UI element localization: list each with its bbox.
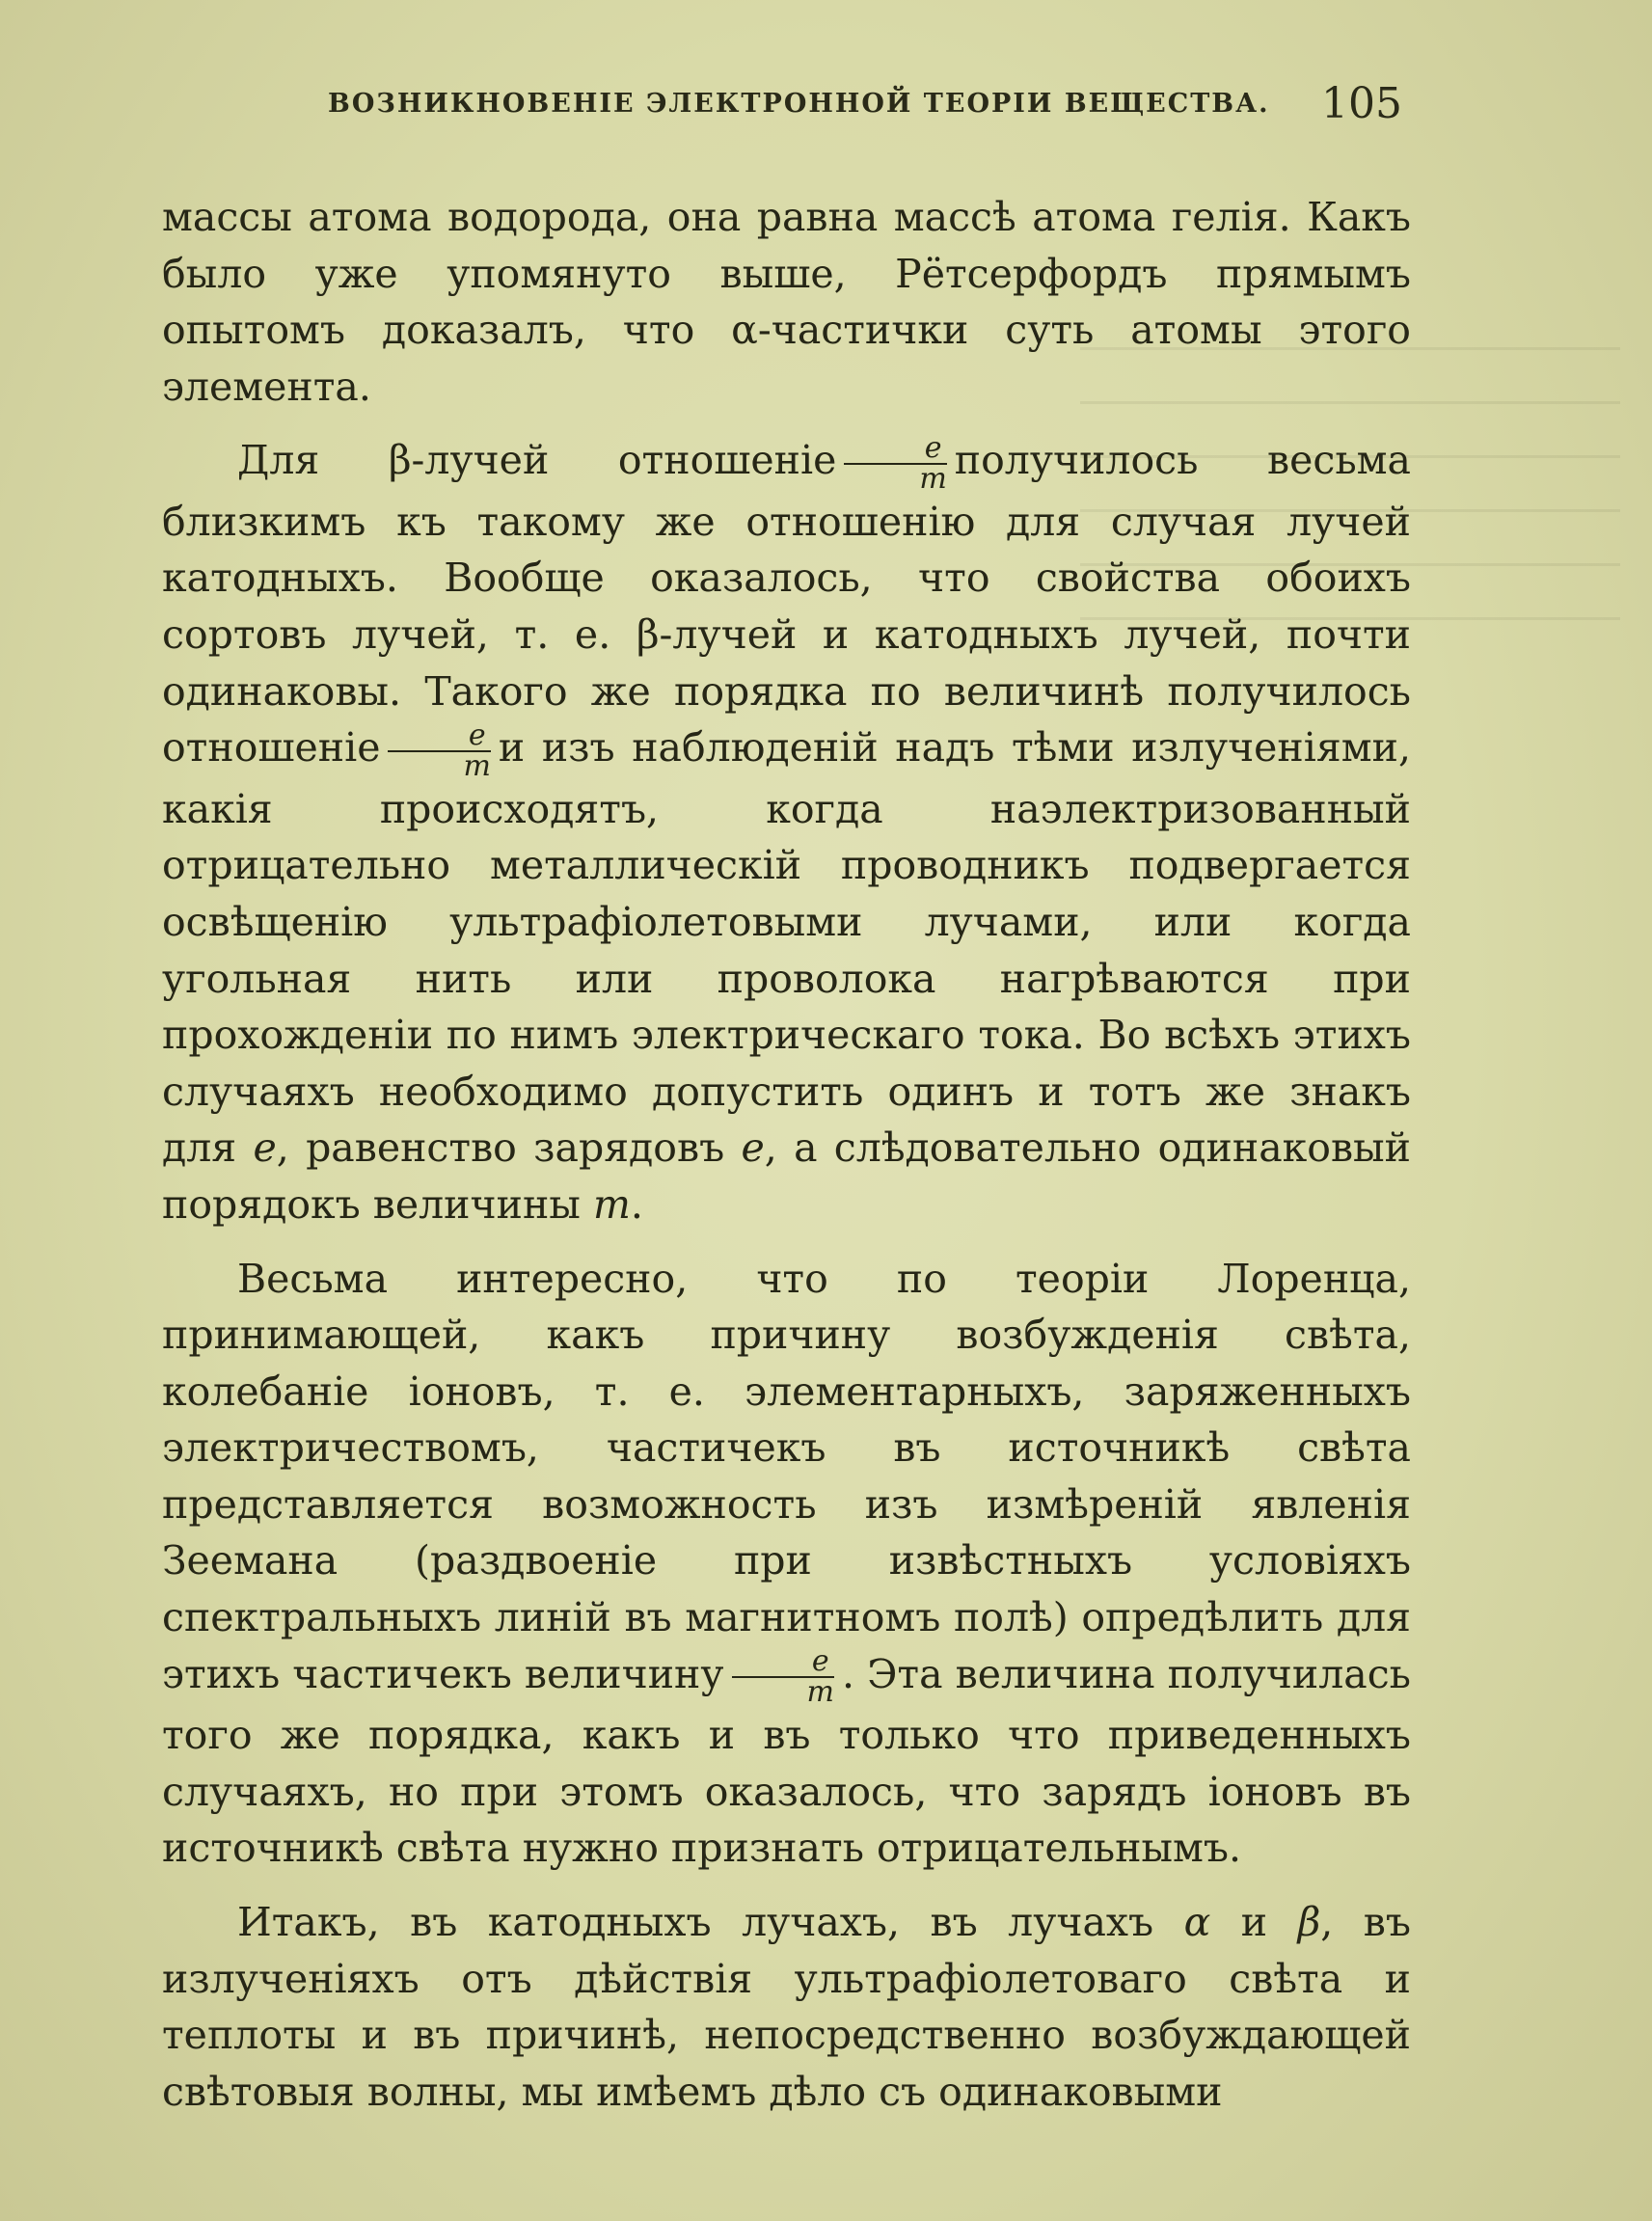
paragraph-2 [162,432,1411,1232]
paragraph-2-part-a: Для β-лучей отношеніе [237,437,837,484]
paragraph-2-part-d: , равенство зарядовъ [276,1124,725,1172]
fraction-numerator: e [388,721,490,752]
symbol-e: e [253,1124,277,1172]
symbol-alpha: α [1183,1898,1211,1945]
fraction-denominator: m [463,748,491,783]
paragraph-3-part-a: Весьма интересно, что по теоріи Лоренца, принимающей, какъ причину возбужденія свѣта, колебаніе іоновъ, т. е. элементарныхъ, заряженныхъ электричествомъ, частичекъ въ источникѣ свѣта представляется возможность изъ измѣреній явленія Зеемана (раздвоеніе при извѣстныхъ условіяхъ спектральныхъ линій въ магнитномъ полѣ) опредѣлить для этихъ частичекъ величину [162,1255,1411,1697]
paragraph-2-part-f: , а слѣдовательно одинаковый порядокъ величины [162,1124,1411,1228]
fraction-denominator: m [806,1675,834,1710]
symbol-beta: β [1297,1898,1321,1945]
fraction-e-over-m [388,718,491,783]
paragraph-4-part-c: , въ излученіяхъ отъ дѣйствія ультрафіолетоваго свѣта и теплоты и въ причинѣ, непосредственно возбуждающей свѣтовыя волны, мы имѣемъ дѣло съ одинаковыми [162,1898,1411,2115]
paragraph-4 [162,1894,1411,2120]
body-text [162,189,1411,2137]
paragraph-2-part-g: . [630,1180,643,1228]
page-number: 105 [1321,79,1402,128]
paragraph-2-part-c: и изъ наблюденій надъ тѣми излученіями, какія происходятъ, когда наэлектризованный отрицательно металлическій проводникъ подвергается освѣщенію ультрафіолетовыми лучами, или когда угольная нить или проволока нагрѣваются при прохожденіи по нимъ электрическаго тока. Во всѣхъ этихъ случаяхъ необходимо допустить одинъ и тотъ же знакъ для [162,724,1411,1172]
paragraph-3 [162,1251,1411,1877]
fraction-denominator: m [919,461,947,496]
paragraph-3-part-b: . Эта величина получилась того же порядка, какъ и въ только что приведенныхъ случаяхъ, но при этомъ оказалось, что зарядъ іоновъ въ источникѣ свѣта нужно признать отрицательнымъ. [162,1650,1411,1872]
page-header [328,79,1401,137]
paragraph-2-part-b: получилось весьма близкимъ къ такому же отношенію для случая лучей катодныхъ. Вообще оказалось, что свойства обоихъ сортовъ лучей, т. е. β-лучей и катодныхъ лучей, почти одинаковы. Такого же порядка по величинѣ получилось отношеніе [162,437,1411,772]
fraction-e-over-m [844,430,947,496]
fraction-e-over-m [732,1644,834,1710]
fraction-numerator: e [732,1647,834,1678]
paragraph-1: массы атома водорода, она равна массѣ атома гелія. Какъ было уже упомянуто выше, Рётсерфордъ прямымъ опытомъ доказалъ, что α-частички суть атомы этого элемента. [162,194,1411,410]
fraction-numerator: e [844,434,946,465]
running-title: ВОЗНИКНОВЕНІЕ ЭЛЕКТРОННОЙ ТЕОРІИ ВЕЩЕСТВА. [328,89,1270,119]
symbol-e: e [741,1124,765,1172]
paragraph-4-and: и [1240,1898,1268,1945]
symbol-m: m [592,1180,631,1228]
paragraph-4-part-a: Итакъ, въ катодныхъ лучахъ, въ лучахъ [237,1898,1154,1945]
